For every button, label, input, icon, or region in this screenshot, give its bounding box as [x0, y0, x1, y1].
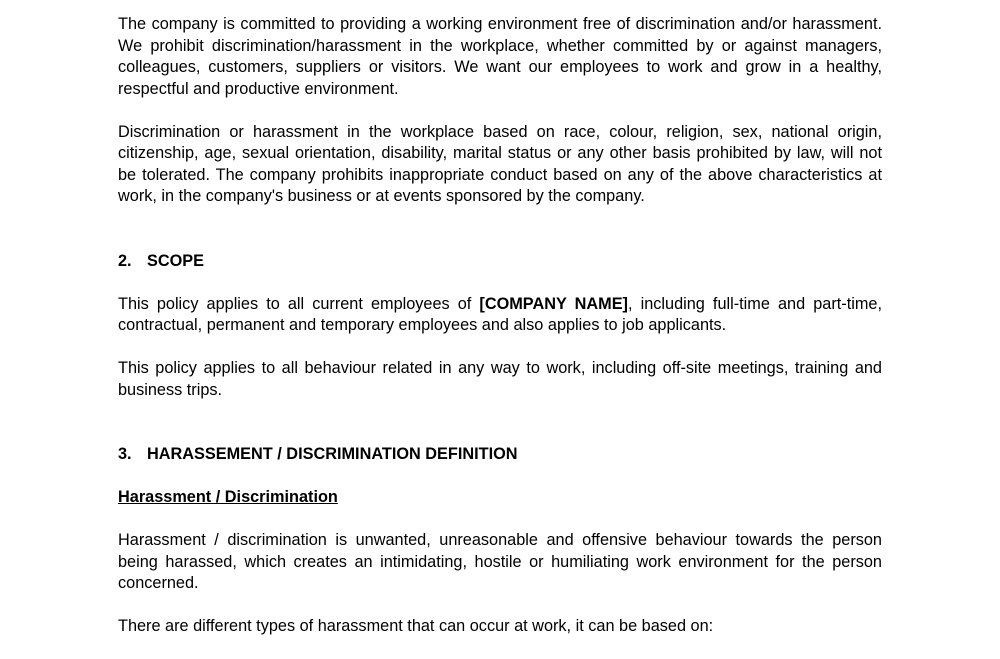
section-title: SCOPE — [147, 251, 205, 270]
section-heading-scope — [118, 251, 882, 273]
scope-text-before: This policy applies to all current employees of — [118, 294, 480, 313]
intro-paragraph-1: The company is committed to providing a working environment free of discrimination and/or harassment. We prohibit discrimination/harassment in the workplace, whether committed by or against managers, colleagues, customers, suppliers or visitors. We want our employees to work and grow in a healthy, respectful and productive environment. — [118, 15, 882, 98]
section-title: HARASSEMENT / DISCRIMINATION DEFINITION — [147, 445, 518, 463]
subheading-harassment: Harassment / Discrimination — [118, 488, 338, 506]
section-number: 2. — [118, 251, 132, 270]
scope-paragraph-1 — [118, 294, 882, 337]
scope-paragraph-2: This policy applies to all behaviour related in any way to work, including off-site meetings, training and business trips. — [118, 359, 882, 399]
scope-text-after: , including full-time and part-time, contractual, permanent and temporary employees and also applies to job applicants. — [118, 294, 882, 334]
document-page — [118, 14, 882, 659]
section-number: 3. — [118, 445, 132, 463]
intro-paragraph-2: Discrimination or harassment in the workplace based on race, colour, religion, sex, national origin, citizenship, age, sexual orientation, disability, marital status or any other basis prohibited by law, will not be tolerated. The company prohibits inappropriate conduct based on any of the above characteristics at work, in the company's business or at events sponsored by the company. — [118, 122, 882, 205]
section-heading-definition — [118, 444, 882, 466]
company-name-placeholder: [COMPANY NAME] — [479, 294, 628, 313]
definition-paragraph-1: Harassment / discrimination is unwanted, unreasonable and offensive behaviour towards the person being harassed, which creates an intimidating, hostile or humiliating work environment for the person concerned. — [118, 531, 882, 592]
definition-paragraph-2: There are different types of harassment that can occur at work, it can be based on: — [118, 617, 714, 635]
